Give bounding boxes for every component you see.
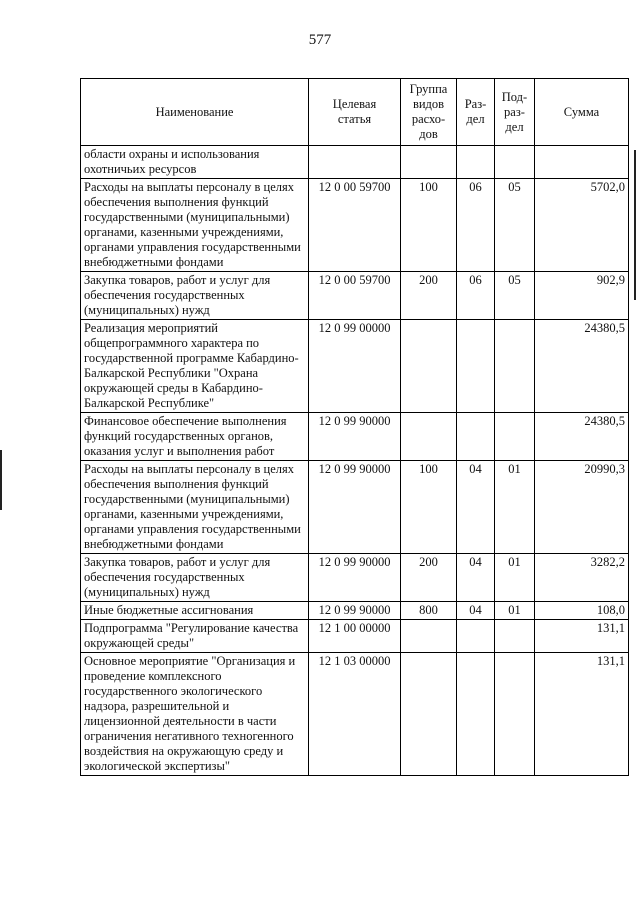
cell-code: 12 0 99 00000: [309, 320, 401, 413]
cell-sum: [535, 146, 629, 179]
cell-group: 100: [401, 179, 457, 272]
scan-edge-mark-left: [0, 450, 2, 510]
cell-section: [457, 653, 495, 776]
table-row: [81, 602, 629, 620]
cell-group: 200: [401, 272, 457, 320]
cell-name: Закупка товаров, работ и услуг для обеспечения государственных (муниципальных) нужд: [81, 554, 309, 602]
cell-name: Основное мероприятие "Организация и проведение комплексного государственного экологического надзора, разрешительной и лицензионной деятельности в части ограничения негативного техногенного воздействия на окружающую среду и экологической экспертизы": [81, 653, 309, 776]
budget-table: [80, 78, 629, 776]
cell-name: Иные бюджетные ассигнования: [81, 602, 309, 620]
table-row: [81, 413, 629, 461]
header-subsection: [495, 79, 535, 146]
cell-sum: 5702,0: [535, 179, 629, 272]
header-code-text: Целевая статья: [332, 97, 377, 126]
cell-section: 06: [457, 179, 495, 272]
table-body: [81, 146, 629, 776]
table-row: [81, 461, 629, 554]
table-row: [81, 272, 629, 320]
cell-subsection: 01: [495, 554, 535, 602]
cell-group: [401, 320, 457, 413]
cell-section: [457, 620, 495, 653]
cell-subsection: 01: [495, 461, 535, 554]
header-name: Наименование: [81, 79, 309, 146]
cell-code: 12 0 00 59700: [309, 179, 401, 272]
cell-subsection: [495, 413, 535, 461]
cell-name: Закупка товаров, работ и услуг для обеспечения государственных (муниципальных) нужд: [81, 272, 309, 320]
table-header-row: [81, 79, 629, 146]
cell-code: 12 0 99 90000: [309, 413, 401, 461]
cell-sum: 131,1: [535, 620, 629, 653]
cell-group: [401, 413, 457, 461]
table-row: [81, 620, 629, 653]
cell-name: Финансовое обеспечение выполнения функций государственных органов, оказания услуг и выполнения работ: [81, 413, 309, 461]
cell-group: [401, 653, 457, 776]
cell-sum: 20990,3: [535, 461, 629, 554]
header-subsection-text: Под-раз-дел: [501, 89, 528, 134]
cell-sum: 24380,5: [535, 413, 629, 461]
cell-subsection: 01: [495, 602, 535, 620]
table-row: [81, 554, 629, 602]
cell-sum: 3282,2: [535, 554, 629, 602]
cell-sum: 108,0: [535, 602, 629, 620]
cell-name: Расходы на выплаты персоналу в целях обеспечения выполнения функций государственными (муниципальными) органами, казенными учреждениями, органами управления государственными внебюджетными фондами: [81, 461, 309, 554]
cell-subsection: 05: [495, 272, 535, 320]
scan-edge-mark-right: [634, 150, 636, 300]
cell-subsection: [495, 653, 535, 776]
cell-code: 12 1 00 00000: [309, 620, 401, 653]
cell-code: 12 0 99 90000: [309, 554, 401, 602]
cell-subsection: [495, 620, 535, 653]
header-code: [309, 79, 401, 146]
table-row: [81, 146, 629, 179]
cell-name: Подпрограмма "Регулирование качества окружающей среды": [81, 620, 309, 653]
cell-name: Расходы на выплаты персоналу в целях обеспечения выполнения функций государственными (муниципальными) органами, казенными учреждениями, органами управления государственными внебюджетными фондами: [81, 179, 309, 272]
cell-name: Реализация мероприятий общепрограммного характера по государственной программе Кабардино-Балкарской Республики "Охрана окружающей среды в Кабардино-Балкарской Республике": [81, 320, 309, 413]
header-sum: Сумма: [535, 79, 629, 146]
cell-name: области охраны и использования охотничьих ресурсов: [81, 146, 309, 179]
header-section-text: Раз-дел: [464, 97, 487, 126]
cell-code: 12 0 00 59700: [309, 272, 401, 320]
cell-group: 800: [401, 602, 457, 620]
cell-group: 200: [401, 554, 457, 602]
cell-section: [457, 320, 495, 413]
cell-subsection: [495, 320, 535, 413]
table-row: [81, 320, 629, 413]
cell-group: [401, 146, 457, 179]
header-group: [401, 79, 457, 146]
cell-section: 04: [457, 602, 495, 620]
header-section: [457, 79, 495, 146]
cell-code: 12 1 03 00000: [309, 653, 401, 776]
table-row: [81, 179, 629, 272]
cell-section: 04: [457, 461, 495, 554]
cell-code: 12 0 99 90000: [309, 461, 401, 554]
cell-group: 100: [401, 461, 457, 554]
cell-section: [457, 146, 495, 179]
cell-sum: 131,1: [535, 653, 629, 776]
cell-code: 12 0 99 90000: [309, 602, 401, 620]
cell-sum: 24380,5: [535, 320, 629, 413]
cell-section: 06: [457, 272, 495, 320]
cell-code: [309, 146, 401, 179]
cell-group: [401, 620, 457, 653]
cell-subsection: 05: [495, 179, 535, 272]
cell-sum: 902,9: [535, 272, 629, 320]
cell-section: [457, 413, 495, 461]
page-number: 577: [308, 32, 332, 48]
cell-section: 04: [457, 554, 495, 602]
header-group-text: Группа видов расхо-дов: [409, 82, 448, 141]
cell-subsection: [495, 146, 535, 179]
table-row: [81, 653, 629, 776]
